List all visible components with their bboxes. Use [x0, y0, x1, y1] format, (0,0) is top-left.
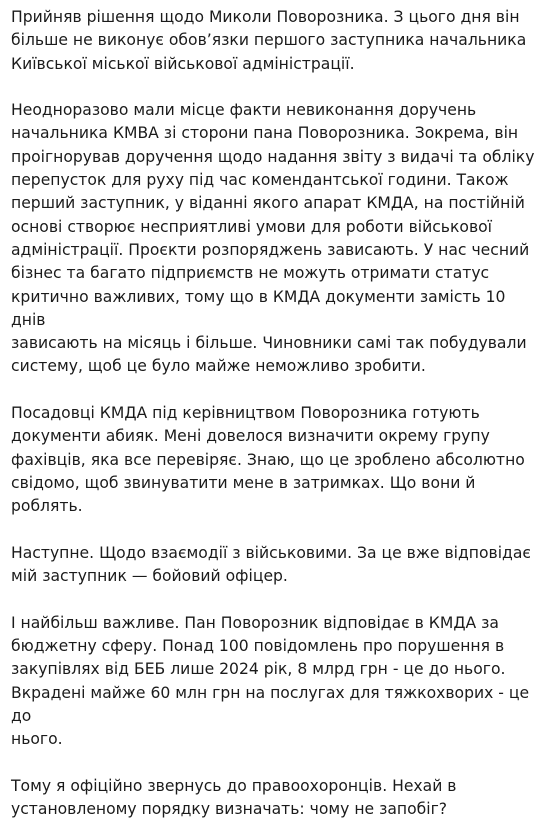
paragraph-military: Наступне. Щодо взаємодії з військовими. За це вже відповідає мій заступник — бойовий офіцер.: [11, 543, 531, 586]
paragraph-decision: Прийняв рішення щодо Миколи Поворозника. З цього дня він більше не виконує обов’язки першого заступника начальника Київської міської військової адміністрації.: [11, 8, 527, 73]
paragraph-documents: Посадовці КМДА під керівництвом Поворозника готують документи абияк. Мені довелося визначити окрему групу фахівців, яка все перевіряє. Знаю, що це зроблено абсолютно свідомо, щоб звинуватити мене в затримках. Що вони й роблять.: [11, 404, 525, 516]
paragraph-violations: Неодноразово мали місце факти невиконання доручень начальника КМВА зі сторони пана Поворозника. Зокрема, він проігнорував доручення щодо надання звіту з видачі та обліку перепусток для руху під час комендантської години. Також перший заступник, у віданні якого апарат КМДА, на постійній основі створює несприятливі умови для роботи військової адміністрації. Проєкти розпоряджень зависають. У нас чесний бізнес та багато підприємств не можуть отримати статус критично важливих, тому що в КМДА документи замість 10 днів зависають на місяць і більше. Чиновники самі так побудували систему, щоб це було майже неможливо зробити.: [11, 101, 535, 376]
paragraph-budget: І найбільш важливе. Пан Поворозник відповідає в КМДА за бюджетну сферу. Понад 100 повідомлень про порушення в закупівлях від БЕБ лише 2024 рік, 8 млрд грн - це до нього. Вкрадені майже 60 млн грн на послугах для тяжкохворих - це до нього.: [11, 613, 530, 749]
paragraph-appeal: Тому я офіційно звернусь до правоохоронців. Нехай в установленому порядку визначать: чому не запобіг?: [11, 776, 457, 819]
